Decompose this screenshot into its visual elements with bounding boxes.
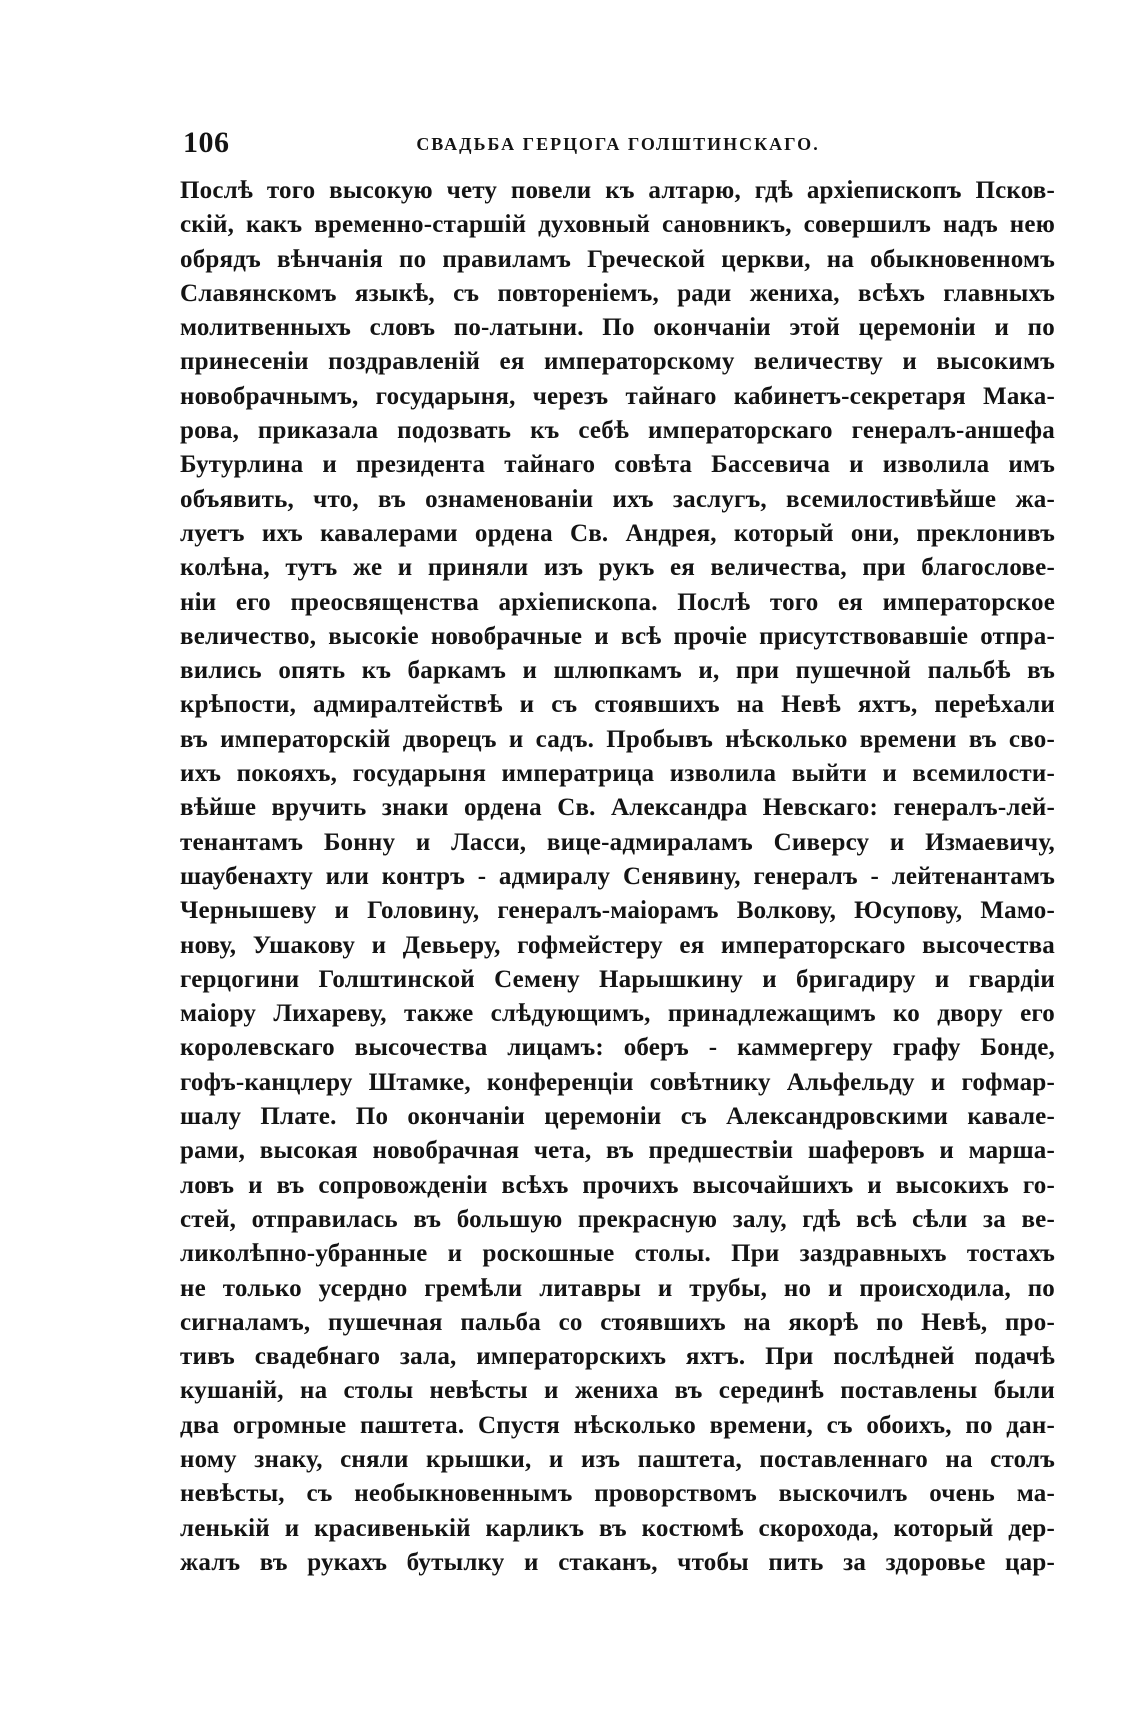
running-head	[183, 126, 1053, 166]
text-line: молитвенныхъ словъ по-латыни. По окончаніи этой церемоніи и по	[180, 314, 1055, 342]
text-line: новобрачнымъ, государыня, черезъ тайнаго кабинетъ-секретаря Мака-	[180, 382, 1055, 410]
text-line: ному знаку, сняли крышки, и изъ паштета, поставленнаго на столъ	[180, 1445, 1055, 1473]
text-line: Чернышеву и Головину, генералъ-маіорамъ Волкову, Юсупову, Мамо-	[180, 897, 1055, 925]
body-text	[180, 174, 1055, 1580]
text-line: ловъ и въ сопровожденіи всѣхъ прочихъ высочайшихъ и высокихъ го-	[180, 1171, 1055, 1199]
text-line: шаубенахту или контръ - адмиралу Сенявину, генералъ - лейтенантамъ	[180, 862, 1055, 890]
text-line: нову, Ушакову и Девьеру, гофмейстеру ея императорскаго высочества	[180, 931, 1055, 959]
running-title: СВАДЬБА ГЕРЦОГА ГОЛШТИНСКАГО.	[416, 134, 820, 154]
text-line: обрядъ вѣнчанія по правиламъ Греческой церкви, на обыкновенномъ	[180, 245, 1055, 273]
text-line: тивъ свадебнаго зала, императорскихъ яхтъ. При послѣдней подачѣ	[180, 1343, 1055, 1371]
text-line: стей, отправилась въ большую прекрасную залу, гдѣ всѣ сѣли за ве-	[180, 1205, 1055, 1233]
text-line: Славянскомъ языкѣ, съ повтореніемъ, ради жениха, всѣхъ главныхъ	[180, 279, 1055, 307]
text-line: сигналамъ, пушечная пальба со стоявшихъ на якорѣ по Невѣ, про-	[180, 1308, 1055, 1336]
text-line: ленькій и красивенькій карликъ въ костюмѣ скорохода, который дер-	[180, 1514, 1055, 1542]
text-line: не только усердно гремѣли литавры и трубы, но и происходила, по	[180, 1274, 1055, 1302]
text-line: Бутурлина и президента тайнаго совѣта Бассевича и изволила имъ	[180, 451, 1055, 479]
page-number: 106	[183, 126, 230, 159]
text-line: маіору Лихареву, также слѣдующимъ, принадлежащимъ ко двору его	[180, 1000, 1055, 1028]
text-line: величество, высокіе новобрачные и всѣ прочіе присутствовавшіе отпра-	[180, 622, 1055, 650]
text-line: тенантамъ Бонну и Ласси, вице-адмираламъ Сиверсу и Измаевичу,	[180, 828, 1055, 856]
text-line: рами, высокая новобрачная чета, въ предшествіи шаферовъ и марша-	[180, 1137, 1055, 1165]
text-line: ихъ покояхъ, государыня императрица изволила выйти и всемилости-	[180, 760, 1055, 788]
text-line: королевскаго высочества лицамъ: оберъ - каммергеру графу Бонде,	[180, 1034, 1055, 1062]
text-line: луетъ ихъ кавалерами ордена Св. Андрея, который они, преклонивъ	[180, 519, 1055, 547]
text-line: ніи его преосвященства архіепископа. Послѣ того ея императорское	[180, 588, 1055, 616]
text-line: въ императорскій дворецъ и садъ. Пробывъ нѣсколько времени въ сво-	[180, 725, 1055, 753]
text-line: невѣсты, съ необыкновеннымъ проворствомъ выскочилъ очень ма-	[180, 1480, 1055, 1508]
text-line: кушаній, на столы невѣсты и жениха въ серединѣ поставлены были	[180, 1377, 1055, 1405]
text-line: принесеніи поздравленій ея императорскому величеству и высокимъ	[180, 348, 1055, 376]
text-line: гофъ-канцлеру Штамке, конференціи совѣтнику Альфельду и гофмар-	[180, 1068, 1055, 1096]
text-line: Послѣ того высокую чету повели къ алтарю, гдѣ архіепископъ Псков-	[180, 177, 1055, 204]
text-line: скій, какъ временно-старшій духовный сановникъ, совершилъ надъ нею	[180, 211, 1055, 239]
text-line: рова, приказала подозвать къ себѣ императорскаго генералъ-аншефа	[180, 417, 1055, 445]
text-line: два огромные паштета. Спустя нѣсколько времени, съ обоихъ, по дан-	[180, 1411, 1055, 1439]
text-line: шалу Плате. По окончаніи церемоніи съ Александровскими кавале-	[180, 1103, 1055, 1131]
text-line: вились опять къ баркамъ и шлюпкамъ и, при пушечной пальбѣ въ	[180, 657, 1055, 685]
text-line: крѣпости, адмиралтействѣ и съ стоявшихъ на Невѣ яхтъ, переѣхали	[180, 691, 1055, 719]
text-line: ликолѣпно-убранные и роскошные столы. При заздравныхъ тостахъ	[180, 1240, 1055, 1268]
text-line: жалъ въ рукахъ бутылку и стаканъ, чтобы пить за здоровье цар-	[180, 1548, 1055, 1576]
text-line: вѣйше вручить знаки ордена Св. Александра Невскаго: генералъ-лей-	[180, 794, 1055, 822]
text-line: герцогини Голштинской Семену Нарышкину и бригадиру и гвардіи	[180, 965, 1055, 993]
text-line: колѣна, тутъ же и приняли изъ рукъ ея величества, при благослове-	[180, 554, 1055, 582]
text-line: объявить, что, въ ознаменованіи ихъ заслугъ, всемилостивѣйше жа-	[180, 485, 1055, 513]
